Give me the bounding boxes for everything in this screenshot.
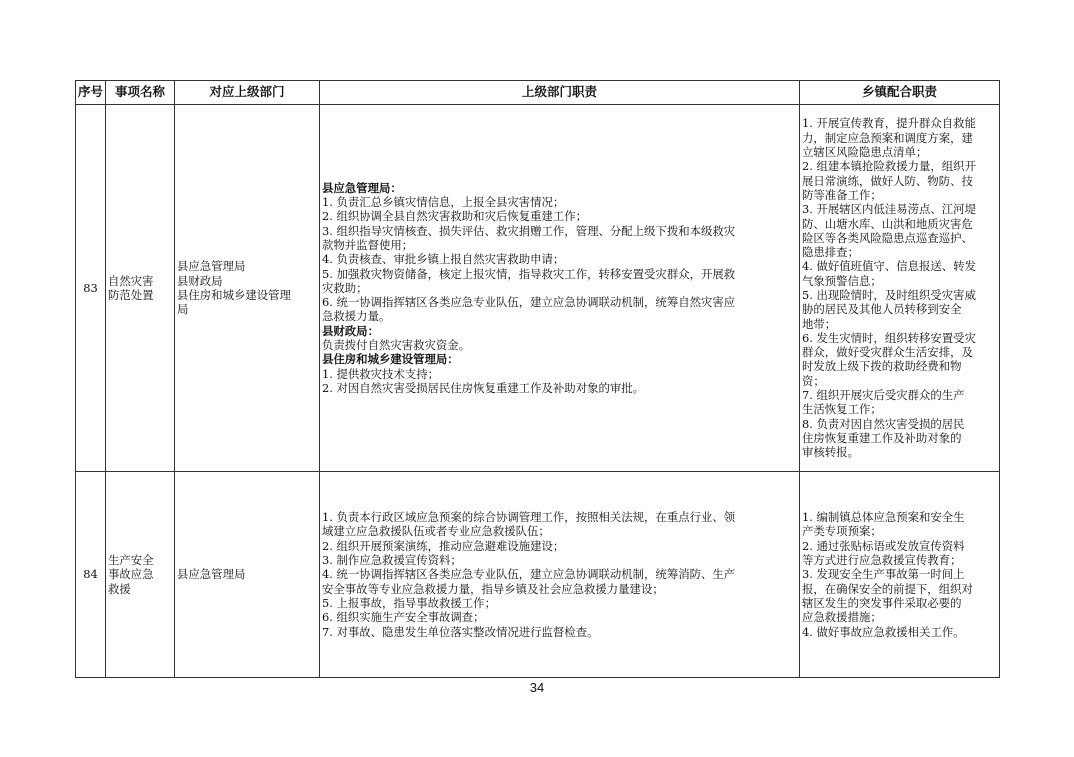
duty-line: 4. 统一协调指挥辖区各类应急专业队伍，建立应急协调联动机制，统筹消防、生产 xyxy=(322,567,736,582)
dept-lines xyxy=(177,567,317,581)
header-item-name: 事项名称 xyxy=(106,81,175,105)
town-duty-line: 立辖区风险隐患点清单； xyxy=(802,145,928,160)
duty-line: 6. 统一协调指挥辖区各类应急专业队伍，建立应急协调联动机制，统筹自然灾害应 xyxy=(322,295,736,310)
town-duty-line: 1. 开展宣传教育，提升群众自救能 xyxy=(802,116,976,131)
duty-line: 县财政局： xyxy=(322,323,379,338)
item-name-line: 生产安全 xyxy=(108,553,154,568)
item-name-line: 防范处置 xyxy=(108,288,154,302)
duty-line: 安全事故等专业应急救援力量，指导乡镇及社会应急救援力量建设； xyxy=(322,581,664,596)
town-duty-line: 隐患排查； xyxy=(802,245,859,260)
town-duty-line: 资； xyxy=(802,373,825,388)
town-duty-line: 产类专项预案； xyxy=(802,524,882,539)
superior-depts xyxy=(175,105,320,472)
duty-line: 2. 对因自然灾害受损居民住房恢复重建工作及补助对象的审批。 xyxy=(322,380,645,395)
header-num: 序号 xyxy=(76,81,106,105)
town-duty-line: 胁的居民及其他人员转移到安全 xyxy=(802,302,962,317)
superior-duties xyxy=(320,105,800,472)
town-duty-line: 辖区发生的突发事件采取必要的 xyxy=(802,595,962,610)
town-duty-line: 2. 通过张贴标语或发放宣传资料 xyxy=(802,538,965,553)
header-superior-duties: 上级部门职责 xyxy=(320,81,800,105)
town-duty-line: 住房恢复重建工作及补助对象的 xyxy=(802,430,962,445)
town-duty-line: 5. 出现险情时，及时组织受灾害威 xyxy=(802,288,976,302)
town-duty-line: 等方式进行应急救援宣传教育； xyxy=(802,553,962,568)
item-name xyxy=(106,472,175,678)
duty-line: 3. 制作应急救援宣传资料； xyxy=(322,553,462,568)
town-duties xyxy=(800,472,1000,678)
town-duty-line: 力，制定应急预案和调度方案，建 xyxy=(802,130,973,145)
town-duty-line: 气象预警信息； xyxy=(802,273,882,288)
town-duty-line: 4. 做好事故应急救援相关工作。 xyxy=(802,624,965,639)
table-header-row xyxy=(76,81,1000,105)
duty-line: 域建立应急救援队伍或者专业应急救援队伍； xyxy=(322,524,550,539)
page-number: 34 xyxy=(529,680,545,695)
header-town-duties: 乡镇配合职责 xyxy=(800,81,1000,105)
duty-line: 急救援力量。 xyxy=(322,309,391,324)
town-duty-line: 群众，做好受灾群众生活安排，及 xyxy=(802,345,973,360)
town-duty-lines xyxy=(802,510,997,639)
duty-line: 3. 组织指导灾情核查、损失评估、救灾捐赠工作，管理、分配上级下拨和本级救灾 xyxy=(322,223,736,238)
duty-line: 6. 组织实施生产安全事故调查； xyxy=(322,610,485,625)
duty-line: 2. 组织协调全县自然灾害救助和灾后恢复重建工作； xyxy=(322,209,588,224)
town-duty-line: 8. 负责对因自然灾害受损的居民 xyxy=(802,416,965,431)
town-duty-line: 2. 组建本镇抢险救援力量，组织开 xyxy=(802,159,976,174)
town-duty-line: 应急救援措施； xyxy=(802,610,882,625)
town-duty-line: 生活恢复工作； xyxy=(802,402,882,417)
town-duty-line: 展日常演练，做好人防、物防、技 xyxy=(802,173,973,188)
town-duty-line: 防、山塘水库、山洪和地质灾害危 xyxy=(802,216,973,231)
duty-line: 灾救助； xyxy=(322,280,368,295)
item-name-line: 事故应急 xyxy=(108,567,154,582)
town-duty-line: 7. 组织开展灾后受灾群众的生产 xyxy=(802,388,965,403)
duty-lines xyxy=(322,510,797,639)
town-duty-line: 3. 开展辖区内低洼易涝点、江河堤 xyxy=(802,202,976,217)
duty-lines xyxy=(322,181,797,395)
town-duty-line: 审核转报。 xyxy=(802,445,859,460)
superior-duties xyxy=(320,472,800,678)
item-name-lines xyxy=(108,553,172,596)
dept-line: 县应急管理局 xyxy=(177,259,246,274)
duty-line: 2. 组织开展预案演练，推动应急避难设施建设； xyxy=(322,538,565,553)
town-duty-line: 6. 发生灾情时，组织转移安置受灾 xyxy=(802,330,976,345)
duty-line: 1. 负责汇总乡镇灾情信息，上报全县灾害情况； xyxy=(322,195,565,210)
item-name-line: 救援 xyxy=(108,581,131,596)
duty-line: 县应急管理局： xyxy=(322,180,402,195)
item-name-lines xyxy=(108,274,172,303)
item-name xyxy=(106,105,175,472)
row-number: 84 xyxy=(76,472,106,678)
town-duty-lines xyxy=(802,116,997,459)
town-duty-line: 报，在确保安全的前提下，组织对 xyxy=(802,581,973,596)
superior-depts xyxy=(175,472,320,678)
duty-line: 县住房和城乡建设管理局： xyxy=(322,352,459,367)
duty-line: 负责拨付自然灾害救灾资金。 xyxy=(322,338,471,353)
duty-line: 5. 上报事故，指导事故救援工作； xyxy=(322,595,496,610)
duty-line: 1. 提供救灾技术支持； xyxy=(322,366,440,381)
dept-lines xyxy=(177,259,317,316)
town-duties xyxy=(800,105,1000,472)
town-duty-line: 防等准备工作； xyxy=(802,187,882,202)
town-duty-line: 险区等各类风险隐患点巡查巡护、 xyxy=(802,230,973,245)
duty-line: 1. 负责本行政区域应急预案的综合协调管理工作，按照相关法规，在重点行业、领 xyxy=(322,510,736,525)
responsibility-table xyxy=(75,80,1000,678)
table-row xyxy=(76,105,1000,472)
town-duty-line: 地带； xyxy=(802,316,837,331)
duty-line: 款物并监督使用； xyxy=(322,237,414,252)
town-duty-line: 3. 发现安全生产事故第一时间上 xyxy=(802,567,965,582)
header-superior-dept: 对应上级部门 xyxy=(175,81,320,105)
dept-line: 县应急管理局 xyxy=(177,567,246,582)
town-duty-line: 1. 编制镇总体应急预案和安全生 xyxy=(802,510,965,525)
dept-line: 县住房和城乡建设管理 xyxy=(177,288,291,302)
town-duty-line: 时发放上级下拨的救助经费和物 xyxy=(802,359,962,374)
town-duty-line: 4. 做好值班值守、信息报送、转发 xyxy=(802,259,976,274)
dept-line: 局 xyxy=(177,302,189,317)
duty-line: 7. 对事故、隐患发生单位落实整改情况进行监督检查。 xyxy=(322,624,599,639)
duty-line: 4. 负责核查、审批乡镇上报自然灾害救助申请； xyxy=(322,252,565,267)
row-number: 83 xyxy=(76,105,106,472)
item-name-line: 自然灾害 xyxy=(108,273,154,288)
table-row xyxy=(76,472,1000,678)
duty-line: 5. 加强救灾物资储备，核定上报灾情，指导救灾工作，转移安置受灾群众，开展救 xyxy=(322,266,736,281)
dept-line: 县财政局 xyxy=(177,273,223,288)
